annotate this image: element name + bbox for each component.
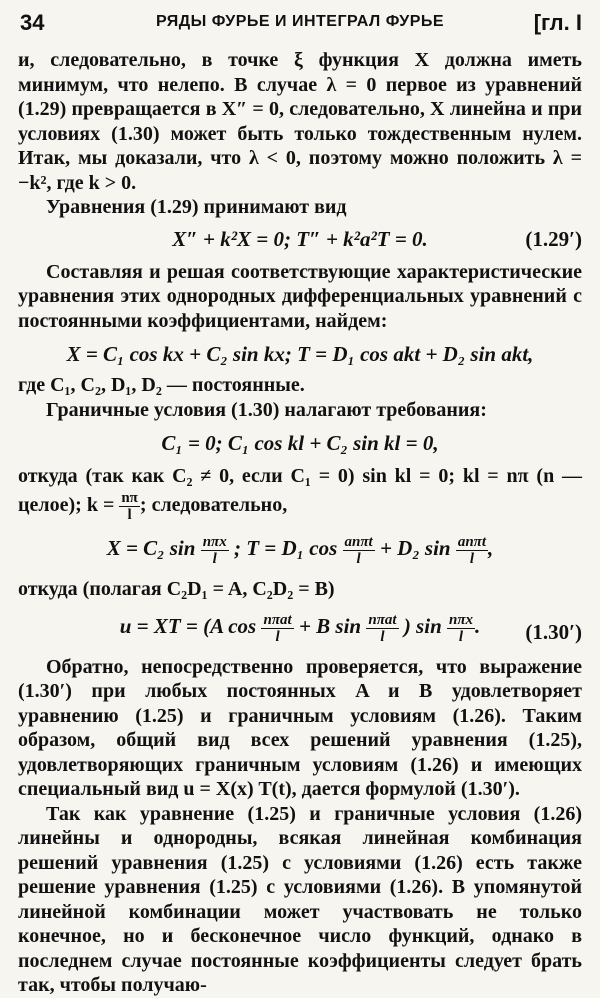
fraction-denominator: l	[127, 507, 132, 523]
fraction	[447, 612, 475, 645]
equation-part: X = C₂ sin	[106, 536, 196, 560]
equation-1-29-prime	[18, 224, 582, 254]
running-title: РЯДЫ ФУРЬЕ И ИНТЕГРАЛ ФУРЬЕ	[155, 13, 445, 30]
page-number: 34	[20, 10, 45, 35]
equation-1-30-prime	[18, 611, 582, 645]
fraction	[456, 534, 488, 567]
equation-number: (1.30′)	[525, 620, 582, 645]
equation-part: ,	[488, 536, 494, 560]
fraction-denominator: l	[380, 628, 385, 645]
chapter-label: [гл. I	[533, 10, 582, 35]
fraction	[366, 612, 398, 645]
fraction-numerator: anπt	[457, 533, 487, 550]
fraction	[261, 612, 293, 645]
equation-text: X″ + k²X = 0; T″ + k²a²T = 0.	[172, 226, 428, 251]
fraction-numerator: anπt	[344, 533, 373, 550]
equation-x-t	[18, 533, 582, 567]
fraction	[343, 534, 375, 567]
fraction	[201, 534, 229, 567]
equation-number: (1.29′)	[525, 226, 582, 251]
fraction-numerator: nπat	[263, 611, 292, 628]
paragraph-4: где C₁, C₂, D₁, D₂ — постоянные.	[18, 374, 305, 396]
fraction-denominator: l	[458, 628, 464, 645]
equation-boundary: C₁ = 0; C₁ cos kl + C₂ sin kl = 0,	[161, 431, 439, 455]
equation-part: ) sin	[403, 614, 442, 639]
equation-part: + D₂ sin	[379, 536, 451, 560]
fraction-denominator: l	[212, 550, 217, 567]
fraction-denominator: l	[356, 550, 361, 567]
fraction-numerator: nπ	[121, 490, 138, 506]
paragraph-1: и, следовательно, в точке ξ функция X должна иметь минимум, что нелепо. В случае λ = 0 первое из уравнений (1.29) превращается в X″ = 0, следовательно, X линейна и при условиях (1.30) может быть только тождественным нулем. Итак, мы доказали, что λ < 0, поэтому можно положить λ = −k², где k > 0.	[18, 49, 582, 194]
fraction-numerator: nπat	[368, 611, 397, 628]
fraction-k	[119, 490, 140, 523]
running-header	[18, 8, 582, 48]
paragraph-8: Обратно, непосредственно проверяется, что выражение (1.30′) при любых постоянных A и B удовлетворяет уравнению (1.25) и граничным условиям (1.26). Таким образом, общий вид всех решений уравнения (1.25), удовлетворяющих граничным условиям (1.26) и имеющих специальный вид u = X(x) T(t), дается формулой (1.30′).	[18, 655, 582, 801]
equation-part: ; T = D₁ cos	[233, 536, 338, 560]
paragraph-2: Уравнения (1.29) принимают вид	[46, 196, 347, 218]
paragraph-6-text-a: откуда (так как C₂ ≠ 0, если C₁ = 0) sin kl = 0; kl = nπ (n — целое); k =	[18, 465, 582, 517]
paragraph-3: Составляя и решая соответствующие характеристические уравнения этих однородных дифференциальных уравнений с постоянными коэффициентами, найдем:	[18, 260, 582, 332]
fraction-denominator: l	[275, 628, 280, 645]
equation-part: .	[475, 614, 481, 639]
fraction-denominator: l	[469, 550, 475, 567]
paragraph-6-text-b: ; следовательно,	[139, 494, 288, 517]
equation-general-solution: X = C₁ cos kx + C₂ sin kx; T = D₁ cos akt + D₂ sin akt,	[66, 342, 534, 366]
equation-part: u = XT = (A cos	[119, 614, 257, 639]
fraction-numerator: nπx	[449, 611, 474, 628]
equation-part: + B sin	[298, 614, 362, 639]
paragraph-7: откуда (полагая C₂D₁ = A, C₂D₂ = B)	[18, 577, 335, 600]
paragraph-9: Так как уравнение (1.25) и граничные условия (1.26) линейны и однородны, всякая линейная комбинация решений уравнения (1.25) с условиями (1.26) есть также решение уравнения (1.25) с условиями (1.26). В упомянутой линейной комбинации может участвовать не только конечное, но и бесконечное число функций, однако в последнем случае постоянные коэффициенты следует брать так, чтобы получаю-	[18, 802, 582, 997]
paragraph-5: Граничные условия (1.30) налагают требования:	[46, 398, 487, 421]
paragraph-6	[18, 462, 582, 523]
fraction-numerator: nπx	[202, 533, 227, 550]
